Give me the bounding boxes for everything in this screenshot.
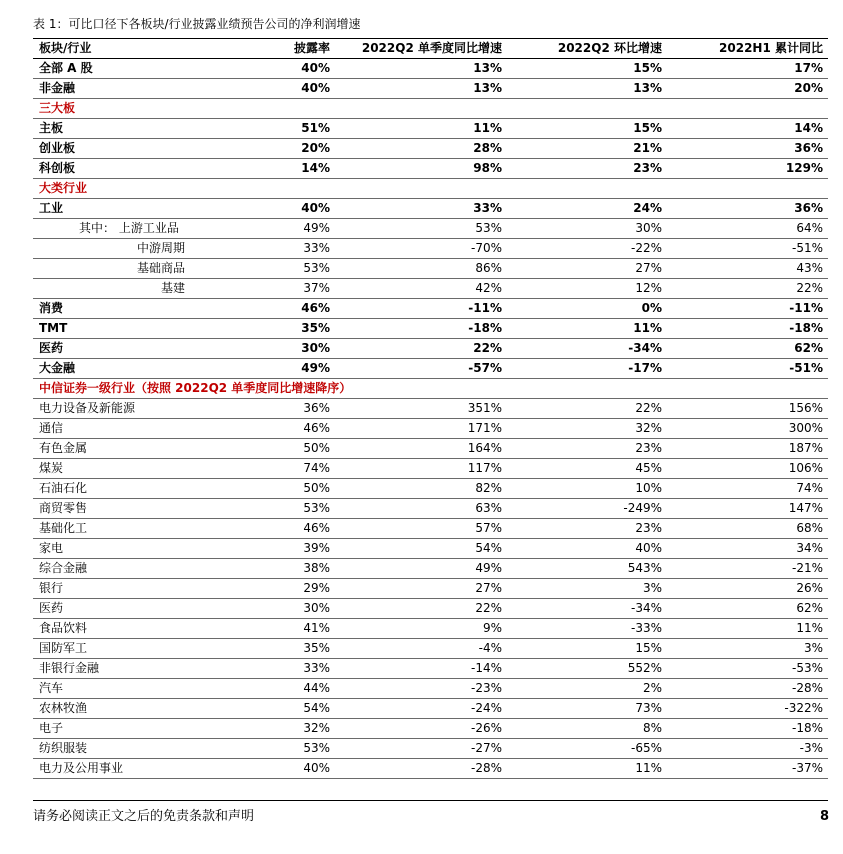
q2-yoy: 13% [473,81,502,95]
table-row [33,639,828,659]
h1-yoy: -21% [791,561,823,575]
q2-yoy: 86% [475,261,502,275]
table-row [33,59,828,79]
q2-yoy: -23% [470,681,502,695]
table-row [33,499,828,519]
table-row [33,199,828,219]
table-row [33,679,828,699]
q2-yoy: 63% [475,501,502,515]
h1-yoy: 106% [788,461,823,475]
q2-qoq: 15% [635,641,662,655]
table-row [33,719,828,739]
table-body [33,59,828,779]
header-disclosure-rate: 披露率 [293,41,330,55]
disclosure-rate: 40% [303,761,330,775]
disclosure-rate: 36% [303,401,330,415]
h1-yoy: 14% [794,121,823,135]
disclosure-rate: 40% [301,61,330,75]
row-label: 基建 [161,281,186,295]
h1-yoy: 43% [796,261,823,275]
q2-qoq: 15% [633,61,662,75]
h1-yoy: 11% [796,621,823,635]
table-row [33,399,828,419]
row-label: 其中： 上游工业品 [79,221,179,235]
q2-qoq: 30% [635,221,662,235]
h1-yoy: 62% [796,601,823,615]
disclosure-rate: 33% [303,661,330,675]
q2-qoq: 0% [641,301,662,315]
disclosure-rate: 14% [301,161,330,175]
q2-qoq: 10% [635,481,662,495]
row-label: 工业 [39,201,64,215]
h1-yoy: -51% [791,241,823,255]
q2-yoy: -26% [470,721,502,735]
q2-yoy: -28% [470,761,502,775]
h1-yoy: 62% [794,341,823,355]
row-label: 电子 [39,721,64,735]
row-label: 有色金属 [39,441,88,455]
q2-yoy: 57% [475,521,502,535]
disclosure-rate: 30% [303,601,330,615]
disclosure-rate: 35% [301,321,330,335]
disclosure-rate: 53% [303,741,330,755]
h1-yoy: 156% [788,401,823,415]
table-row [33,239,828,259]
row-label: 主板 [39,121,64,135]
disclosure-rate: 20% [301,141,330,155]
row-label: 科创板 [39,161,76,175]
q2-yoy: 9% [482,621,502,635]
h1-yoy: -28% [791,681,823,695]
q2-yoy: -70% [470,241,502,255]
h1-yoy: -11% [789,301,823,315]
table-row [33,739,828,759]
q2-qoq: 15% [633,121,662,135]
table-row [33,619,828,639]
disclosure-rate: 44% [303,681,330,695]
table-row [33,759,828,779]
q2-yoy: 351% [467,401,502,415]
row-label: 消费 [39,301,64,315]
table-row [33,259,828,279]
q2-qoq: -33% [630,621,662,635]
section-header-row [33,99,828,119]
h1-yoy: 20% [794,81,823,95]
disclosure-rate: 32% [303,721,330,735]
row-label: 全部 A 股 [39,61,93,75]
table-row [33,419,828,439]
q2-qoq: -17% [628,361,662,375]
table-row [33,279,828,299]
table-row [33,219,828,239]
disclosure-rate: 74% [303,461,330,475]
q2-qoq: 543% [627,561,662,575]
row-label: 综合金融 [39,561,88,575]
q2-yoy: 27% [475,581,502,595]
row-label: 大金融 [39,361,76,375]
disclosure-rate: 40% [301,201,330,215]
row-label: 非金融 [39,81,76,95]
disclosure-rate: 54% [303,701,330,715]
h1-yoy: 36% [794,201,823,215]
disclosure-rate: 40% [301,81,330,95]
disclosure-rate: 30% [301,341,330,355]
row-label: 医药 [39,601,64,615]
table-header-row [33,39,828,59]
section-header-row [33,379,828,399]
disclosure-rate: 41% [303,621,330,635]
disclosure-rate: 46% [303,421,330,435]
row-label: TMT [39,321,68,335]
h1-yoy: -18% [791,721,823,735]
row-label: 银行 [39,581,64,595]
table-row [33,559,828,579]
h1-yoy: 17% [794,61,823,75]
disclosure-rate: 37% [303,281,330,295]
section-header-row [33,179,828,199]
row-label: 非银行金融 [39,661,100,675]
table-row [33,599,828,619]
disclosure-rate: 46% [301,301,330,315]
table-row [33,299,828,319]
q2-qoq: 23% [635,521,662,535]
h1-yoy: 34% [796,541,823,555]
disclosure-rate: 38% [303,561,330,575]
disclosure-rate: 29% [303,581,330,595]
footer-divider [33,800,828,801]
q2-yoy: 82% [475,481,502,495]
table-row [33,319,828,339]
q2-qoq: -249% [623,501,662,515]
q2-qoq: 32% [635,421,662,435]
table-row [33,139,828,159]
h1-yoy: 129% [785,161,823,175]
table-caption: 表 1：可比口径下各板块/行业披露业绩预告公司的净利润增速 [33,17,361,31]
q2-yoy: 22% [475,601,502,615]
q2-yoy: 98% [473,161,502,175]
disclosure-rate: 50% [303,441,330,455]
row-label: 基础商品 [137,261,186,275]
h1-yoy: 68% [796,521,823,535]
h1-yoy: 147% [788,501,823,515]
table-row [33,159,828,179]
disclosure-rate: 46% [303,521,330,535]
disclosure-rate: 39% [303,541,330,555]
h1-yoy: 300% [788,421,823,435]
footer-disclaimer: 请务必阅读正文之后的免责条款和声明 [33,809,255,824]
q2-yoy: -14% [470,661,502,675]
q2-yoy: 117% [467,461,502,475]
row-label: 大类行业 [39,181,88,195]
h1-yoy: -18% [789,321,823,335]
header-q2-qoq: 2022Q2 环比增速 [557,41,662,55]
header-h1-yoy: 2022H1 累计同比 [719,41,823,55]
table-row [33,539,828,559]
disclosure-rate: 35% [303,641,330,655]
disclosure-rate: 53% [303,501,330,515]
table-row [33,519,828,539]
q2-yoy: 49% [475,561,502,575]
q2-qoq: -65% [630,741,662,755]
row-label: 家电 [39,541,64,555]
q2-qoq: 27% [635,261,662,275]
q2-qoq: 73% [635,701,662,715]
row-label: 基础化工 [39,521,88,535]
h1-yoy: 3% [803,641,823,655]
row-label: 医药 [39,341,64,355]
q2-qoq: 12% [635,281,662,295]
h1-yoy: 64% [796,221,823,235]
table-row [33,359,828,379]
q2-yoy: 28% [473,141,502,155]
q2-yoy: 42% [475,281,502,295]
q2-qoq: 40% [635,541,662,555]
table-row [33,459,828,479]
row-label: 农林牧渔 [39,701,88,715]
table-row [33,699,828,719]
table-row [33,439,828,459]
row-label: 电力设备及新能源 [39,401,136,415]
q2-qoq: 24% [633,201,662,215]
header-sector: 板块/行业 [39,41,92,55]
row-label: 通信 [39,421,64,435]
q2-qoq: 11% [633,321,662,335]
h1-yoy: -53% [791,661,823,675]
q2-yoy: -18% [468,321,502,335]
row-label: 中信证券一级行业（按照 2022Q2 单季度同比增速降序） [39,381,352,395]
page-number: 8 [819,809,829,824]
q2-qoq: -34% [628,341,662,355]
q2-yoy: -27% [470,741,502,755]
table-row [33,479,828,499]
q2-qoq: 21% [633,141,662,155]
q2-yoy: 171% [467,421,502,435]
q2-qoq: 8% [642,721,662,735]
q2-qoq: 22% [635,401,662,415]
row-label: 食品饮料 [39,621,88,635]
q2-yoy: 54% [475,541,502,555]
table-row [33,79,828,99]
q2-qoq: 23% [635,441,662,455]
q2-qoq: 13% [633,81,662,95]
header-q2-yoy: 2022Q2 单季度同比增速 [361,41,502,55]
table-row [33,579,828,599]
h1-yoy: 26% [796,581,823,595]
q2-qoq: 45% [635,461,662,475]
row-label: 纺织服装 [39,741,88,755]
h1-yoy: -322% [784,701,823,715]
q2-qoq: 2% [642,681,662,695]
table-row [33,119,828,139]
row-label: 三大板 [39,101,76,115]
row-label: 商贸零售 [39,501,88,515]
disclosure-rate: 53% [303,261,330,275]
h1-yoy: -3% [799,741,823,755]
h1-yoy: 36% [794,141,823,155]
disclosure-rate: 49% [303,221,330,235]
q2-yoy: 11% [473,121,502,135]
q2-qoq: -34% [630,601,662,615]
row-label: 创业板 [39,141,76,155]
table-row [33,339,828,359]
disclosure-rate: 50% [303,481,330,495]
row-label: 汽车 [39,681,64,695]
q2-qoq: 23% [633,161,662,175]
h1-yoy: 187% [788,441,823,455]
h1-yoy: -37% [791,761,823,775]
row-label: 国防军工 [39,641,88,655]
q2-qoq: 3% [642,581,662,595]
q2-yoy: 33% [473,201,502,215]
h1-yoy: 74% [796,481,823,495]
q2-yoy: 13% [473,61,502,75]
q2-qoq: 11% [635,761,662,775]
q2-qoq: 552% [627,661,662,675]
h1-yoy: -51% [789,361,823,375]
row-label: 石油石化 [39,481,88,495]
table-row [33,659,828,679]
q2-qoq: -22% [630,241,662,255]
q2-yoy: 22% [473,341,502,355]
q2-yoy: -4% [478,641,502,655]
row-label: 中游周期 [137,241,186,255]
h1-yoy: 22% [796,281,823,295]
disclosure-rate: 33% [303,241,330,255]
q2-yoy: -11% [468,301,502,315]
disclosure-rate: 49% [301,361,330,375]
q2-yoy: 53% [475,221,502,235]
row-label: 电力及公用事业 [39,761,124,775]
row-label: 煤炭 [39,461,64,475]
q2-yoy: 164% [467,441,502,455]
q2-yoy: -57% [468,361,502,375]
q2-yoy: -24% [470,701,502,715]
earnings-table [33,38,828,779]
disclosure-rate: 51% [301,121,330,135]
